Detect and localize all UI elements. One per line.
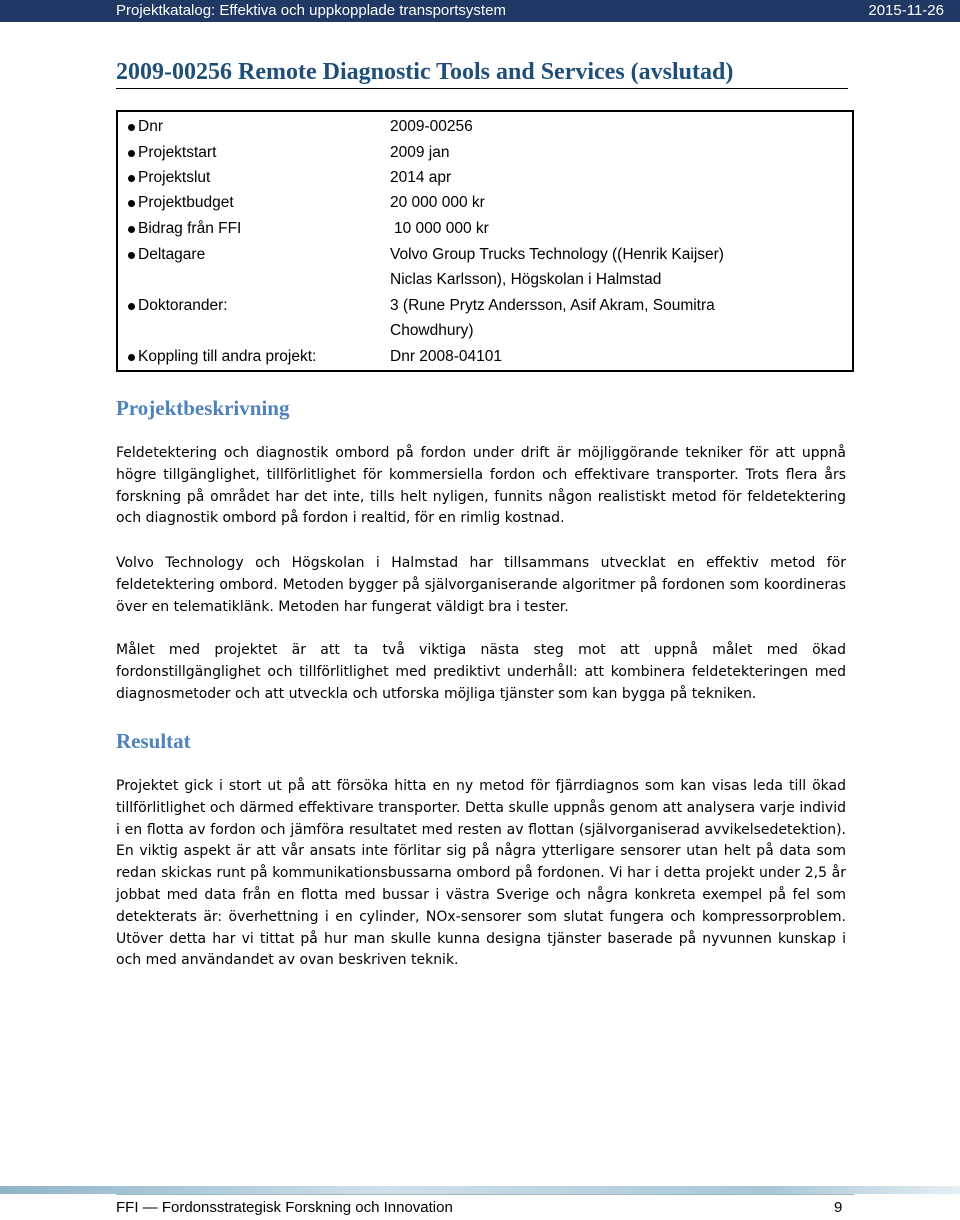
deltagare-value-line1: Volvo Group Trucks Technology ((Henrik Kaijser) bbox=[390, 246, 724, 263]
section-heading-projektbeskrivning: Projektbeskrivning bbox=[116, 396, 290, 420]
deltagare-value-line2: Niclas Karlsson), Högskolan i Halmstad bbox=[390, 271, 662, 288]
bullet-icon bbox=[128, 226, 135, 233]
resultat-paragraph-1: Projektet gick i stort ut på att försöka hitta en ny metod för fjärrdiagnos som kan visas leda till ökad tillförlitlighet och därmed effektivare transporter. Detta skulle uppnås genom att analysera varje individ i en flotta av fordon och jämföra resultatet med resten av flottan (självorganiserad avvikelsedetektion). En viktig aspekt är att vår ansats inte förlitar sig på några ytterligare sensorer utan helt på data som redan skickas runt på kommunikationsbussarna ombord på fordonen. Vi har i detta projekt under 2,5 år jobbat med data från en flotta med bussar i västra Sverige och några konkreta exempel på fel som detekterats är: överhettning i en cylinder, NOx-sensorer som slutat fungera och kompressorproblem. Utöver detta har vi tittat på hur man skulle kunna designa tjänster baserade på nyvunnen kunskap i och med användandet av ovan beskriven teknik. bbox=[116, 778, 846, 969]
bullet-icon bbox=[128, 252, 135, 259]
budget-label: Projektbudget bbox=[138, 194, 234, 211]
koppling-label: Koppling till andra projekt: bbox=[138, 348, 317, 365]
end-value: 2014 apr bbox=[390, 169, 452, 186]
section-heading-resultat: Resultat bbox=[116, 729, 191, 753]
footer-divider bbox=[116, 1194, 854, 1195]
beskrivning-paragraph-2: Volvo Technology och Högskolan i Halmstad har tillsammans utvecklat en effektiv metod för feldetektering ombord. Metoden bygger på självorganiserande algoritmer på fordonen som koordineras över en telematiklänk. Metoden har fungerat väldigt bra i tester. bbox=[116, 555, 846, 615]
budget-value: 20 000 000 kr bbox=[390, 194, 485, 211]
bullet-icon bbox=[128, 124, 135, 131]
bullet-icon bbox=[128, 200, 135, 207]
footer-organization: FFI — Fordonsstrategisk Forskning och Innovation bbox=[116, 1199, 453, 1216]
doktorander-label: Doktorander: bbox=[138, 297, 228, 314]
deltagare-label: Deltagare bbox=[138, 246, 206, 263]
footer-decoration bbox=[0, 1186, 960, 1194]
doktorander-value-line2: Chowdhury) bbox=[390, 322, 474, 339]
end-label: Projektslut bbox=[138, 169, 211, 186]
bullet-icon bbox=[128, 303, 135, 310]
bullet-icon bbox=[128, 354, 135, 361]
start-label: Projektstart bbox=[138, 144, 217, 161]
dnr-value: 2009-00256 bbox=[390, 118, 473, 135]
doktorander-value-line1: 3 (Rune Prytz Andersson, Asif Akram, Soumitra bbox=[390, 297, 715, 314]
koppling-value: Dnr 2008-04101 bbox=[390, 348, 503, 365]
running-header bbox=[0, 0, 960, 22]
beskrivning-paragraph-1: Feldetektering och diagnostik ombord på fordon under drift är möjliggörande tekniker för att uppnå högre tillgänglighet, tillförlitlighet för kommersiella fordon och effektivare transporter. Trots flera års forskning på området har det inte, tills helt nyligen, funnits någon realistiskt metod för feldetektering och diagnostik ombord på fordon i realtid, för en rimlig kostnad. bbox=[116, 445, 846, 527]
dnr-label: Dnr bbox=[138, 118, 163, 135]
project-info-box bbox=[116, 110, 854, 372]
bidrag-label: Bidrag från FFI bbox=[138, 220, 242, 237]
bullet-icon bbox=[128, 150, 135, 157]
page-number: 9 bbox=[834, 1199, 843, 1216]
header-title: Projektkatalog: Effektiva och uppkopplade transportsystem bbox=[116, 2, 506, 19]
bullet-icon bbox=[128, 175, 135, 182]
header-date: 2015-11-26 bbox=[868, 2, 944, 19]
start-value: 2009 jan bbox=[390, 144, 450, 161]
beskrivning-paragraph-3: Målet med projektet är att ta två viktiga nästa steg mot att uppnå målet med ökad fordonstillgänglighet och tillförlitlighet med prediktivt underhåll: att kombinera feldetekteringen med diagnosmetoder och att utveckla och utforska möjliga tjänster som kan bygga på tekniken. bbox=[116, 642, 846, 702]
bidrag-value: 10 000 000 kr bbox=[394, 220, 489, 237]
document-title: 2009-00256 Remote Diagnostic Tools and Services (avslutad) bbox=[116, 58, 848, 89]
